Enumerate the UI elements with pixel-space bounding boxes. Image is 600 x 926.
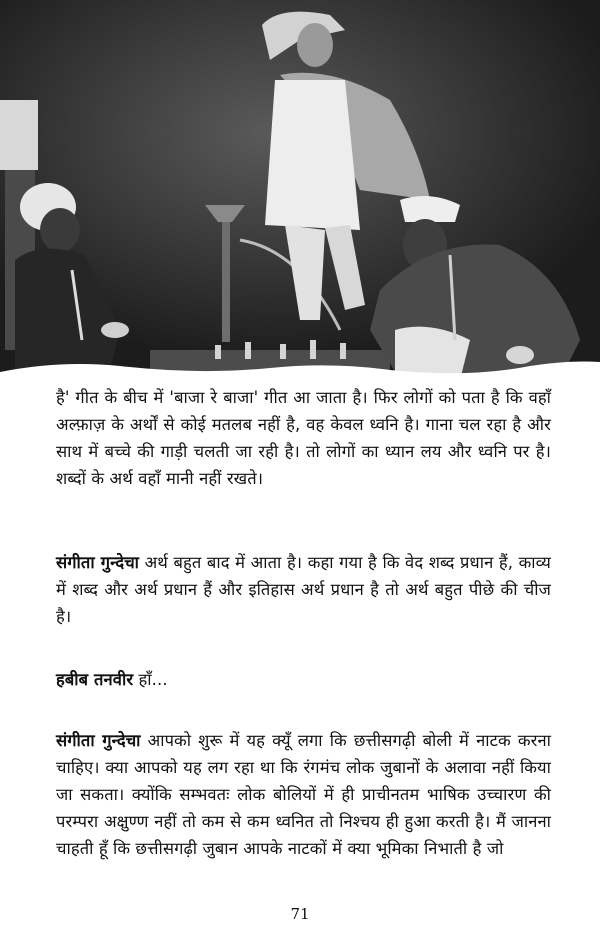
- paragraph-text: आपको शुरू में यह क्यूँ लगा कि छत्तीसगढ़ी बोली में नाटक करना चाहिए। क्या आपको यह लग रहा था कि रंगमंच लोक जुबानों के अलावा नहीं किया जा सकता। क्योंकि सम्भवतः लोक बोलियों में ही प्राचीनतम भाषिक उच्चारण की परम्परा अक्षुण्ण नहीं तो कम से कम ध्वनित तो निश्चय ही हुआ करती है। मैं जानना चाहती हूँ कि छत्तीसगढ़ी जुबान आपके नाटकों में क्या भूमिका निभाती है जो: [56, 731, 551, 858]
- stage-photograph: [0, 0, 600, 380]
- speaker-name: हबीब तनवीर: [56, 670, 134, 689]
- paragraph-3: [56, 666, 551, 693]
- paragraph-2: [56, 549, 551, 630]
- paragraph-text: हाँ...: [133, 670, 168, 689]
- speaker-name: संगीता गुन्देचा: [56, 731, 141, 750]
- paragraph-1: [56, 384, 551, 492]
- page-number: 71: [290, 905, 310, 923]
- paragraph-text: अर्थ बहुत बाद में आता है। कहा गया है कि वेद शब्द प्रधान हैं, काव्य में शब्द और अर्थ प्रधान हैं और इतिहास अर्थ प्रधान है तो अर्थ बहुत पीछे की चीज है।: [56, 553, 551, 626]
- paragraph-4: [56, 727, 551, 862]
- speaker-name: संगीता गुन्देचा: [56, 553, 140, 572]
- paragraph-text: है' गीत के बीच में 'बाजा रे बाजा' गीत आ जाता है। फिर लोगों को पता है कि वहाँ अल्फ़ाज़ के अर्थों से कोई मतलब नहीं है, वह केवल ध्वनि है। गाना चल रहा है और साथ में बच्चे की गाड़ी चलती जा रही है। तो लोगों का ध्यान लय और ध्वनि पर है। शब्दों के अर्थ वहाँ मानी नहीं रखते।: [56, 388, 551, 488]
